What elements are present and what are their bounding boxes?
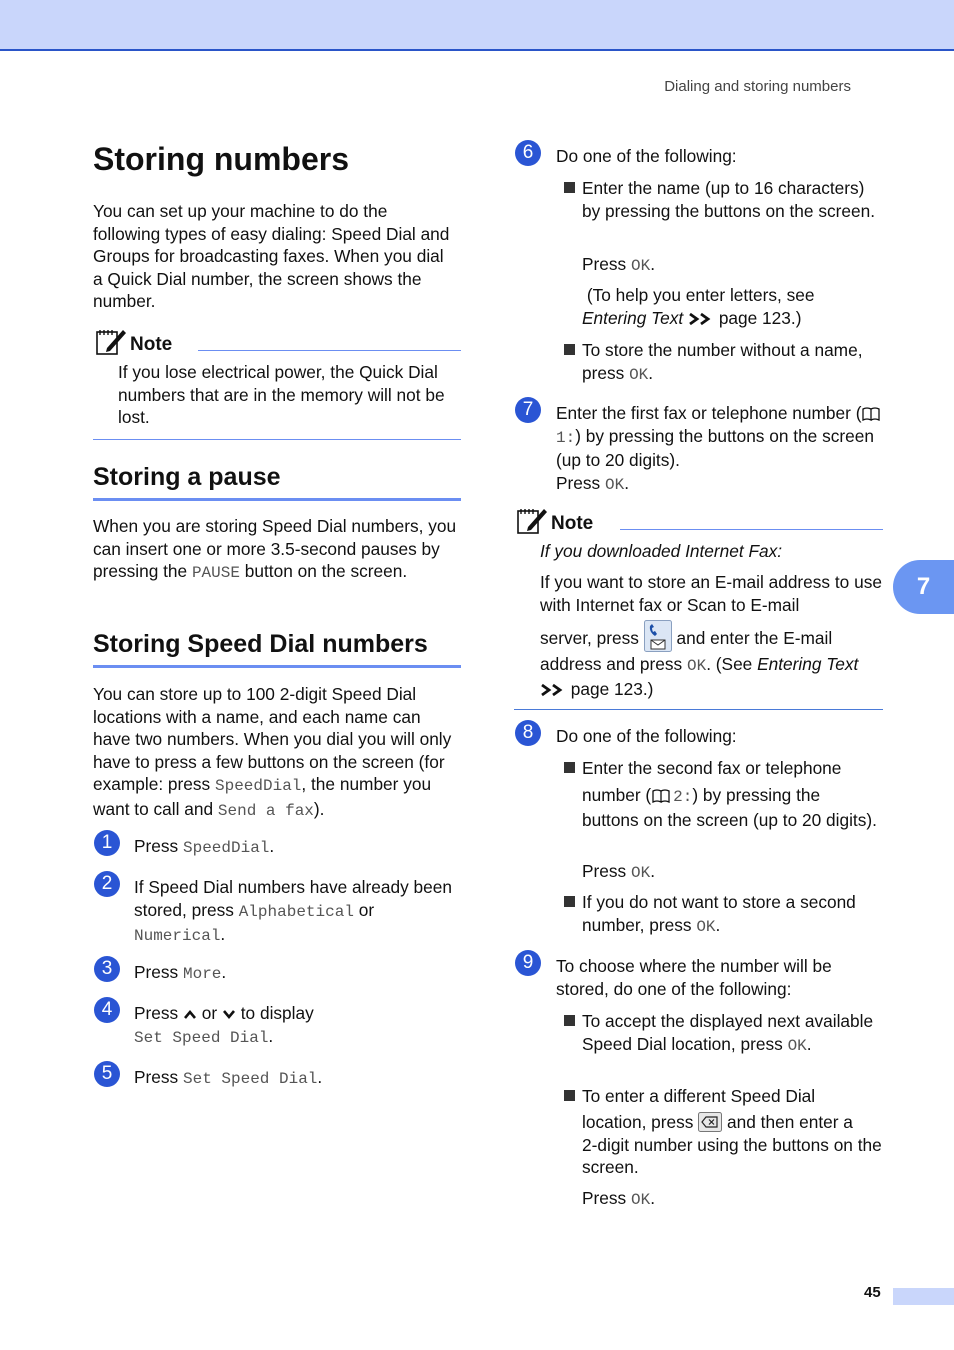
note-pencil-icon xyxy=(516,505,548,535)
speed-dial-paragraph: You can store up to 100 2-digit Speed Dial locations with a name, and each name can have two numbers. When you dial you will only have to press a few buttons on the screen (for example: press SpeedDial, the number you want to call and Send a fax). xyxy=(93,684,452,820)
page-title: Storing numbers xyxy=(93,141,350,177)
note-heading xyxy=(516,505,593,535)
bullet xyxy=(564,762,575,773)
step-8-press-ok: Press OK. xyxy=(582,861,655,882)
note-rule xyxy=(620,529,883,530)
bullet xyxy=(564,1015,575,1026)
note-2-p3: address and press OK. (See Entering Text page 123.) xyxy=(540,654,859,699)
step-9-bullet-2: To enter a different Speed Dial xyxy=(582,1086,816,1106)
step-number: 9 xyxy=(515,950,541,976)
note-text: If you lose electrical power, the Quick Dial numbers that are in the memory will not be lost. xyxy=(118,362,445,427)
pause-paragraph: When you are storing Speed Dial numbers, you can insert one or more 3.5-second pauses by pressing the PAUSE button on the screen. xyxy=(93,516,457,582)
step-number: 3 xyxy=(94,956,120,982)
note-2-italic: If you downloaded Internet Fax: xyxy=(540,541,783,561)
chevron-up-icon xyxy=(183,1008,197,1020)
step-number: 6 xyxy=(515,140,541,166)
heading-storing-pause: Storing a pause xyxy=(93,463,461,501)
note-2-p1: If you want to store an E-mail address to use with Internet fax or Scan to E-mail xyxy=(540,572,882,615)
step-number: 5 xyxy=(94,1061,120,1087)
heading-speed-dial: Storing Speed Dial numbers xyxy=(93,630,461,668)
step-number: 7 xyxy=(515,397,541,423)
intro-paragraph: You can set up your machine to do the following types of easy dialing: Speed Dial and Groups for broadcasting faxes. When you dial a Quick Dial number, the screen shows the number. xyxy=(93,201,450,311)
step-5-text: Press Set Speed Dial. xyxy=(134,1067,323,1088)
step-9-press-ok: Press OK. xyxy=(582,1188,655,1209)
step-number: 4 xyxy=(94,997,120,1023)
step-4-text: Press or to display Set Speed Dial. xyxy=(134,1003,314,1047)
step-6-help: (To help you enter letters, see Entering Text page 123.) xyxy=(582,285,815,328)
step-number: 8 xyxy=(515,720,541,746)
step-8-bullet-2: If you do not want to store a second number, press OK. xyxy=(582,892,856,936)
bullet xyxy=(564,1090,575,1101)
pause-key: PAUSE xyxy=(191,564,240,582)
note-2-p2: server, press and enter the E-mail xyxy=(540,624,884,652)
chapter-tab: 7 xyxy=(893,560,954,614)
step-6-bullet-2: To store the number without a name, press OK. xyxy=(582,340,863,384)
step-6-press-ok: Press OK. xyxy=(582,254,655,275)
page-number: 45 xyxy=(864,1284,881,1301)
double-arrow-icon xyxy=(540,683,566,697)
running-head: Dialing and storing numbers xyxy=(664,78,851,95)
step-1-text: Press SpeedDial. xyxy=(134,836,275,857)
bullet xyxy=(564,896,575,907)
step-9-lead: To choose where the number will be stored, do one of the following: xyxy=(556,956,832,999)
step-7-text: Enter the first fax or telephone number (1:) by pressing the buttons on the screen (up to 20 digits). Press OK. xyxy=(556,402,884,496)
double-arrow-icon xyxy=(688,312,714,326)
note-rule xyxy=(198,350,461,351)
backspace-button-icon[interactable] xyxy=(698,1112,722,1132)
page-tab xyxy=(893,1288,954,1305)
note-bottom-rule xyxy=(93,439,461,440)
chevron-down-icon xyxy=(222,1008,236,1020)
note-title: Note xyxy=(130,334,173,355)
step-2-text: If Speed Dial numbers have already been stored, press Alphabetical or Numerical. xyxy=(134,877,452,945)
note-heading xyxy=(95,326,172,356)
phonebook-icon xyxy=(861,406,883,422)
note-title: Note xyxy=(551,513,594,534)
step-3-text: Press More. xyxy=(134,962,227,983)
step-9-bullet-2-cont: location, press and then enter a 2-digit number using the buttons on the screen. xyxy=(582,1112,882,1177)
step-9-bullet-1: To accept the displayed next available Speed Dial location, press OK. xyxy=(582,1011,874,1055)
step-number: 1 xyxy=(94,830,120,856)
step-8-bullet-1-cont: number ( 2:) by pressing the buttons on the screen (up to 20 digits). xyxy=(582,785,877,830)
internet-fax-button-icon[interactable] xyxy=(644,620,672,652)
top-banner xyxy=(0,0,954,51)
phonebook-icon xyxy=(651,788,673,804)
step-6-bullet-1: Enter the name (up to 16 characters) by pressing the buttons on the screen. xyxy=(582,178,876,221)
step-number: 2 xyxy=(94,871,120,897)
step-8-bullet-1: Enter the second fax or telephone xyxy=(582,758,842,778)
note-pencil-icon xyxy=(95,326,127,356)
bullet xyxy=(564,182,575,193)
note-bottom-rule xyxy=(514,709,883,710)
step-8-lead: Do one of the following: xyxy=(556,726,737,746)
bullet xyxy=(564,344,575,355)
step-6-lead: Do one of the following: xyxy=(556,146,737,166)
